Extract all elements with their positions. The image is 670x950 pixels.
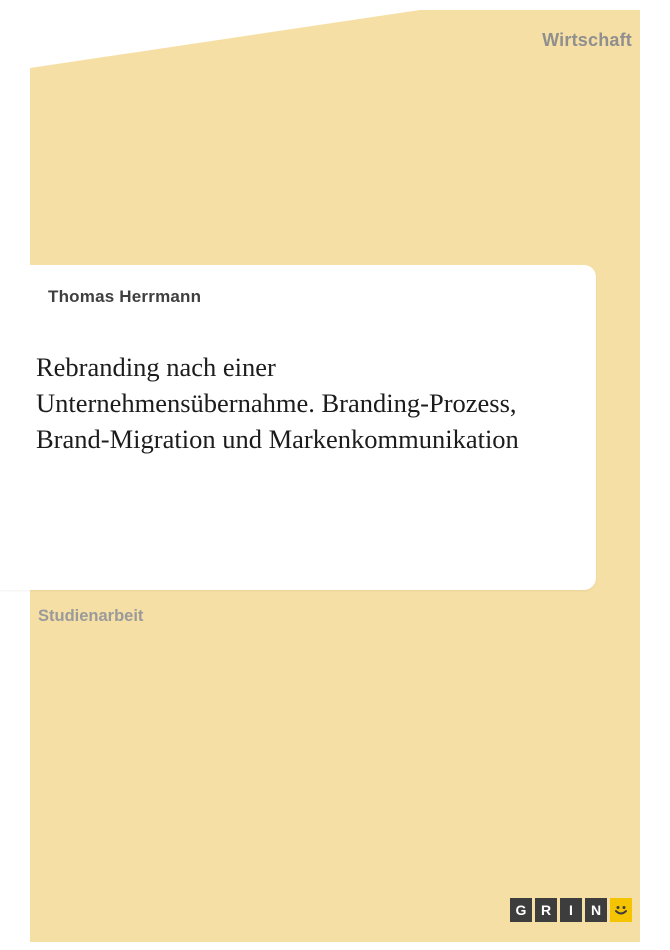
- smiley-icon: [610, 898, 632, 922]
- logo-letter-n: N: [585, 898, 607, 922]
- corner-fold-decoration: [30, 10, 420, 68]
- logo-letter-r: R: [535, 898, 557, 922]
- document-type-label: Studienarbeit: [38, 607, 144, 625]
- author-name: Thomas Herrmann: [48, 287, 202, 306]
- logo-letter-i: I: [560, 898, 582, 922]
- logo-letter-g: G: [510, 898, 532, 922]
- grin-publisher-logo: [510, 898, 632, 922]
- category-label: Wirtschaft: [542, 30, 632, 50]
- book-title: Rebranding nach einer Unternehmensübernahme. Branding-Prozess, Brand-Migration und Markenkommunikation: [36, 352, 519, 454]
